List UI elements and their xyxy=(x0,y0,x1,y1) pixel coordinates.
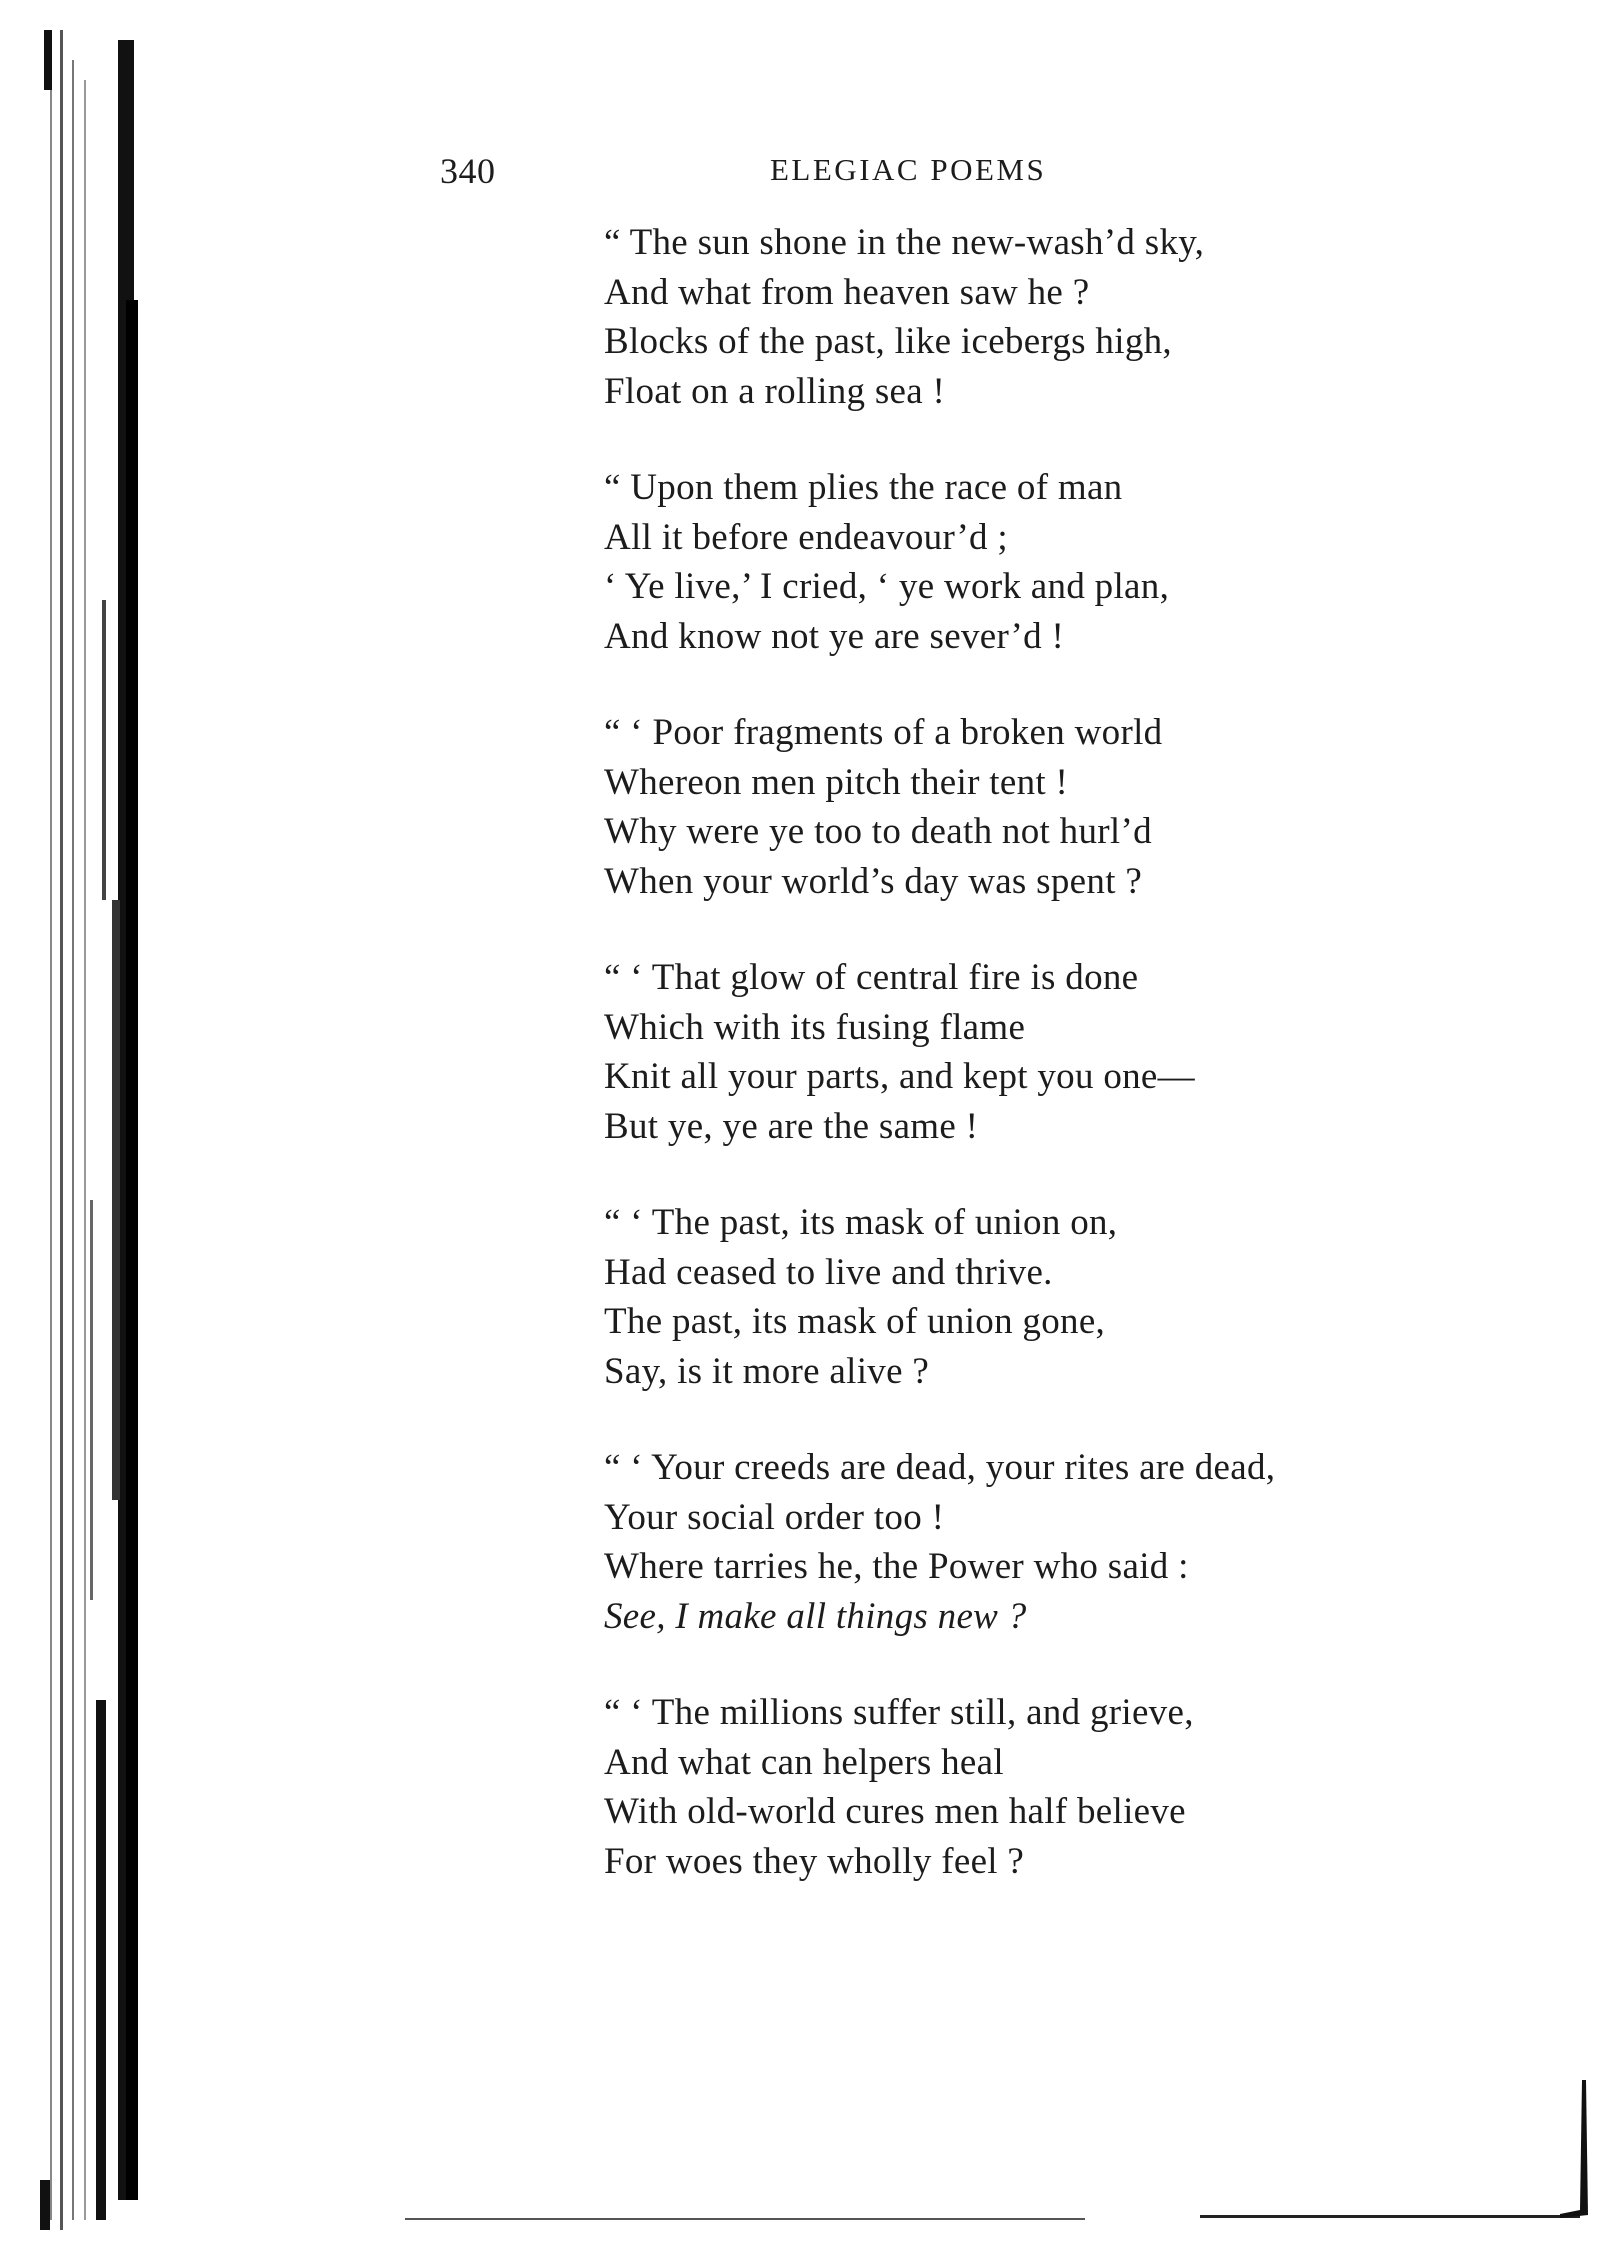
bottom-page-edge xyxy=(405,2218,1085,2220)
poem-line-italic: See, I make all things new ? xyxy=(604,1595,1027,1637)
stanza xyxy=(604,218,1404,416)
binding-edge xyxy=(0,0,160,2246)
stanza xyxy=(604,953,1404,1151)
poem-line: Knit all your parts, and kept you one— xyxy=(604,1056,1195,1097)
poem-line: Say, is it more alive ? xyxy=(604,1350,930,1392)
poem-line: Float on a rolling sea ! xyxy=(604,370,946,412)
poem-line: “ The sun shone in the new-wash’d sky, xyxy=(604,222,1205,263)
poem-line: And what can helpers heal xyxy=(604,1741,1004,1783)
poem-line: Whereon men pitch their tent ! xyxy=(604,761,1069,803)
poem-body xyxy=(604,218,1404,1933)
running-title: ELEGIAC POEMS xyxy=(770,152,1047,187)
poem-line: Where tarries he, the Power who said : xyxy=(604,1546,1189,1587)
poem-line: For woes they wholly feel ? xyxy=(604,1840,1025,1882)
poem-line: “ ‘ The past, its mask of union on, xyxy=(604,1202,1118,1243)
page-corner-shadow xyxy=(1560,2080,1590,2220)
stanza xyxy=(604,1688,1404,1886)
poem-line: With old-world cures men half believe xyxy=(604,1791,1186,1832)
stanza xyxy=(604,463,1404,661)
poem-line: “ ‘ The millions suffer still, and grieve, xyxy=(604,1692,1194,1733)
poem-line: ‘ Ye live,’ I cried, ‘ ye work and plan, xyxy=(604,566,1170,607)
poem-line: “ ‘ Poor fragments of a broken world xyxy=(604,712,1163,753)
poem-line: All it before endeavour’d ; xyxy=(604,516,1008,558)
poem-line: When your world’s day was spent ? xyxy=(604,860,1143,902)
poem-line: But ye, ye are the same ! xyxy=(604,1105,979,1147)
poem-line: And what from heaven saw he ? xyxy=(604,271,1090,313)
poem-line: And know not ye are sever’d ! xyxy=(604,615,1065,657)
page-header xyxy=(440,150,1140,200)
poem-line: Which with its fusing flame xyxy=(604,1006,1026,1048)
poem-line: Had ceased to live and thrive. xyxy=(604,1251,1053,1293)
poem-line: “ Upon them plies the race of man xyxy=(604,467,1123,508)
stanza xyxy=(604,1443,1404,1641)
poem-line: The past, its mask of union gone, xyxy=(604,1301,1106,1342)
stanza xyxy=(604,708,1404,906)
poem-line: Your social order too ! xyxy=(604,1496,945,1538)
poem-line: Why were ye too to death not hurl’d xyxy=(604,811,1152,852)
bottom-page-edge-shadow xyxy=(1200,2215,1580,2218)
poem-line: Blocks of the past, like icebergs high, xyxy=(604,321,1172,362)
page-number: 340 xyxy=(440,151,496,191)
stanza xyxy=(604,1198,1404,1396)
poem-line: “ ‘ Your creeds are dead, your rites are dead, xyxy=(604,1447,1276,1488)
poem-line: “ ‘ That glow of central fire is done xyxy=(604,957,1139,998)
